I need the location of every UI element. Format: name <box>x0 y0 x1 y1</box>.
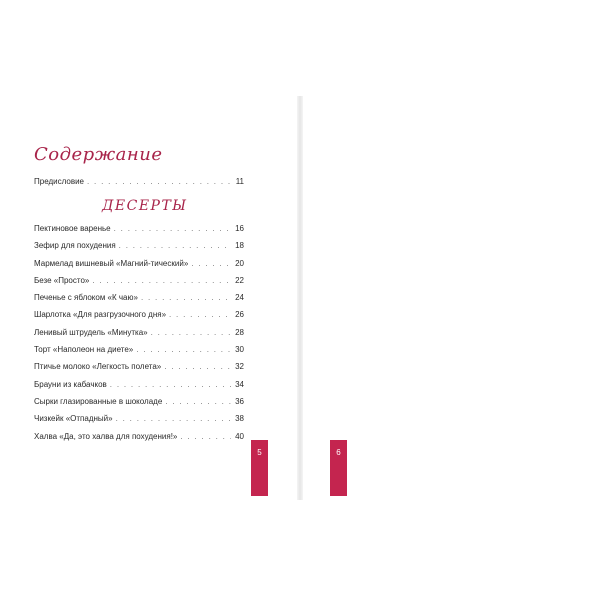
toc-entry[interactable] <box>34 431 244 448</box>
toc-entry[interactable] <box>34 258 244 275</box>
toc-entry-page: 16 <box>235 224 244 233</box>
leader-dots <box>119 240 231 251</box>
toc-entry[interactable] <box>34 344 244 361</box>
toc-entry[interactable] <box>34 309 244 326</box>
section-title-desserts: ДЕСЕРТЫ <box>102 198 188 214</box>
toc-entry-title: Сырки глазированные в шоколаде <box>34 396 163 406</box>
toc-entry-page: 18 <box>235 241 244 251</box>
toc-entry-title: Торт «Наполеон на диете» <box>34 345 134 355</box>
page-number-tab <box>330 440 347 496</box>
toc-entry-page: 40 <box>235 431 244 441</box>
leader-dots <box>87 176 231 187</box>
toc-entry[interactable] <box>34 223 244 240</box>
toc-entry-title: Брауни из кабачков <box>34 379 107 389</box>
leader-dots <box>92 275 231 286</box>
leader-dots <box>141 292 231 303</box>
toc-entry-title: Печенье с яблоком «К чаю» <box>34 293 138 303</box>
toc-entry-title: Предисловие <box>34 177 84 186</box>
toc-entry[interactable] <box>34 379 244 396</box>
page-number-tab <box>251 440 268 496</box>
toc-entry-page: 24 <box>235 293 244 303</box>
toc-entry-title: Безе «Просто» <box>34 275 90 285</box>
toc-entry-page: 26 <box>235 310 244 320</box>
leader-dots <box>164 361 231 372</box>
toc-desserts <box>34 223 244 448</box>
page-number: 5 <box>257 448 262 457</box>
leader-dots <box>151 327 231 338</box>
toc-entry-title: Ленивый штрудель «Минутка» <box>34 327 148 337</box>
page-number: 6 <box>336 448 341 457</box>
leader-dots <box>114 223 231 234</box>
leader-dots <box>191 258 231 269</box>
toc-entry[interactable] <box>34 275 244 292</box>
leader-dots <box>180 431 231 442</box>
toc-entry[interactable] <box>34 292 244 309</box>
toc-entry-title: Птичье молоко «Легкость полета» <box>34 362 162 372</box>
toc-entry-page: 38 <box>235 414 244 424</box>
toc-entry-page: 20 <box>235 258 244 268</box>
toc-entry[interactable] <box>34 240 244 257</box>
contents-title: Содержание <box>34 144 163 165</box>
toc-entry-page: 36 <box>235 396 244 406</box>
toc-entry-page: 30 <box>235 345 244 355</box>
right-page <box>303 0 600 600</box>
toc-entry-page: 22 <box>235 275 244 285</box>
toc-entry-page: 32 <box>235 362 244 372</box>
leader-dots <box>136 344 231 355</box>
toc-entry[interactable] <box>34 327 244 344</box>
toc-entry-page: 34 <box>235 379 244 389</box>
toc-entry-page: 28 <box>235 327 244 337</box>
toc-entry[interactable] <box>34 176 244 187</box>
left-page <box>0 0 297 600</box>
leader-dots <box>110 379 231 390</box>
toc-entry-title: Чизкейк «Отпадный» <box>34 414 113 424</box>
toc-intro <box>34 176 244 187</box>
toc-entry[interactable] <box>34 413 244 430</box>
toc-entry-title: Пектиновое варенье <box>34 224 111 233</box>
leader-dots <box>165 396 231 407</box>
toc-entry-title: Шарлотка «Для разгрузочного дня» <box>34 310 167 320</box>
leader-dots <box>169 309 231 320</box>
toc-entry-title: Зефир для похудения <box>34 241 116 251</box>
toc-entry-title: Мармелад вишневый «Магний-тический» <box>34 258 189 268</box>
toc-entry-page: 11 <box>235 177 244 186</box>
leader-dots <box>116 413 231 424</box>
toc-entry[interactable] <box>34 396 244 413</box>
toc-entry[interactable] <box>34 361 244 378</box>
toc-entry-title: Халва «Да, это халва для похудения!» <box>34 431 178 441</box>
